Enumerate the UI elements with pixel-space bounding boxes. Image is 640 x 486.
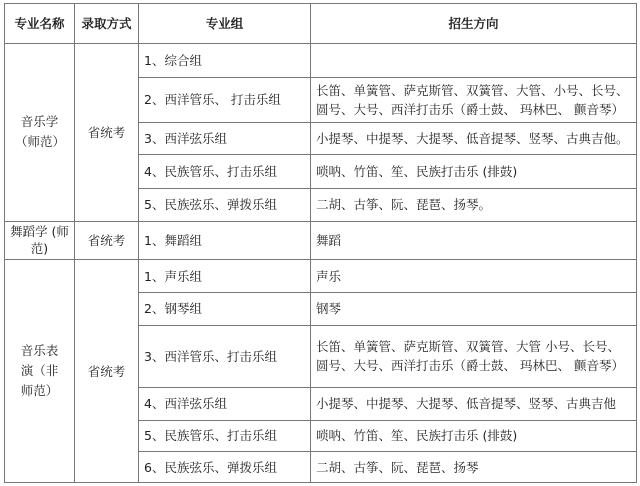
direction-cell: 二胡、古筝、阮、琵琶、扬琴 <box>311 452 637 483</box>
header-admission: 录取方式 <box>75 4 139 44</box>
admission-method-cell: 省统考 <box>75 221 139 260</box>
group-cell: 5、民族管乐、打击乐组 <box>139 420 311 452</box>
major-name-cell: 音乐学（师范） <box>5 44 75 222</box>
group-cell: 5、民族弦乐、弹拨乐组 <box>139 188 311 221</box>
major-name-cell: 音乐表演（非师范） <box>5 260 75 483</box>
group-cell: 2、钢琴组 <box>139 293 311 326</box>
direction-cell: 唢呐、竹笛、笙、民族打击乐 (排鼓) <box>311 420 637 452</box>
header-major: 专业名称 <box>5 4 75 44</box>
major-name-cell: 舞蹈学 (师范) <box>5 221 75 260</box>
admission-method-cell: 省统考 <box>75 44 139 222</box>
direction-cell: 长笛、单簧管、萨克斯管、双簧管、大管、小号、长号、圆号、大号、西洋打击乐（爵士鼓、 玛林巴、 颤音琴） <box>311 77 637 122</box>
group-cell: 2、西洋管乐、 打击乐组 <box>139 77 311 122</box>
group-cell: 3、西洋弦乐组 <box>139 122 311 155</box>
table-row <box>5 221 637 260</box>
header-row <box>5 4 637 44</box>
admission-table <box>4 3 637 483</box>
group-cell: 3、西洋管乐、打击乐组 <box>139 325 311 387</box>
direction-cell <box>311 44 637 78</box>
group-cell: 1、声乐组 <box>139 260 311 293</box>
group-cell: 1、舞蹈组 <box>139 221 311 260</box>
group-cell: 4、西洋弦乐组 <box>139 387 311 420</box>
direction-cell: 长笛、单簧管、萨克斯管、双簧管、大管 小号、长号、圆号、大号、西洋打击乐（爵士鼓、 玛林巴、 颤音琴） <box>311 325 637 387</box>
direction-cell: 声乐 <box>311 260 637 293</box>
header-direction: 招生方向 <box>311 4 637 44</box>
direction-cell: 小提琴、中提琴、大提琴、低音提琴、竖琴、古典吉他 <box>311 387 637 420</box>
group-cell: 1、综合组 <box>139 44 311 78</box>
group-cell: 4、民族管乐、打击乐组 <box>139 155 311 189</box>
group-cell: 6、民族弦乐、弹拨乐组 <box>139 452 311 483</box>
direction-cell: 舞蹈 <box>311 221 637 260</box>
direction-cell: 小提琴、中提琴、大提琴、低音提琴、竖琴、古典吉他。 <box>311 122 637 155</box>
direction-cell: 唢呐、竹笛、笙、民族打击乐 (排鼓) <box>311 155 637 189</box>
header-group: 专业组 <box>139 4 311 44</box>
direction-cell: 二胡、古筝、阮、琵琶、扬琴。 <box>311 188 637 221</box>
table-row <box>5 260 637 293</box>
direction-cell: 钢琴 <box>311 293 637 326</box>
admission-method-cell: 省统考 <box>75 260 139 483</box>
table-row <box>5 44 637 78</box>
